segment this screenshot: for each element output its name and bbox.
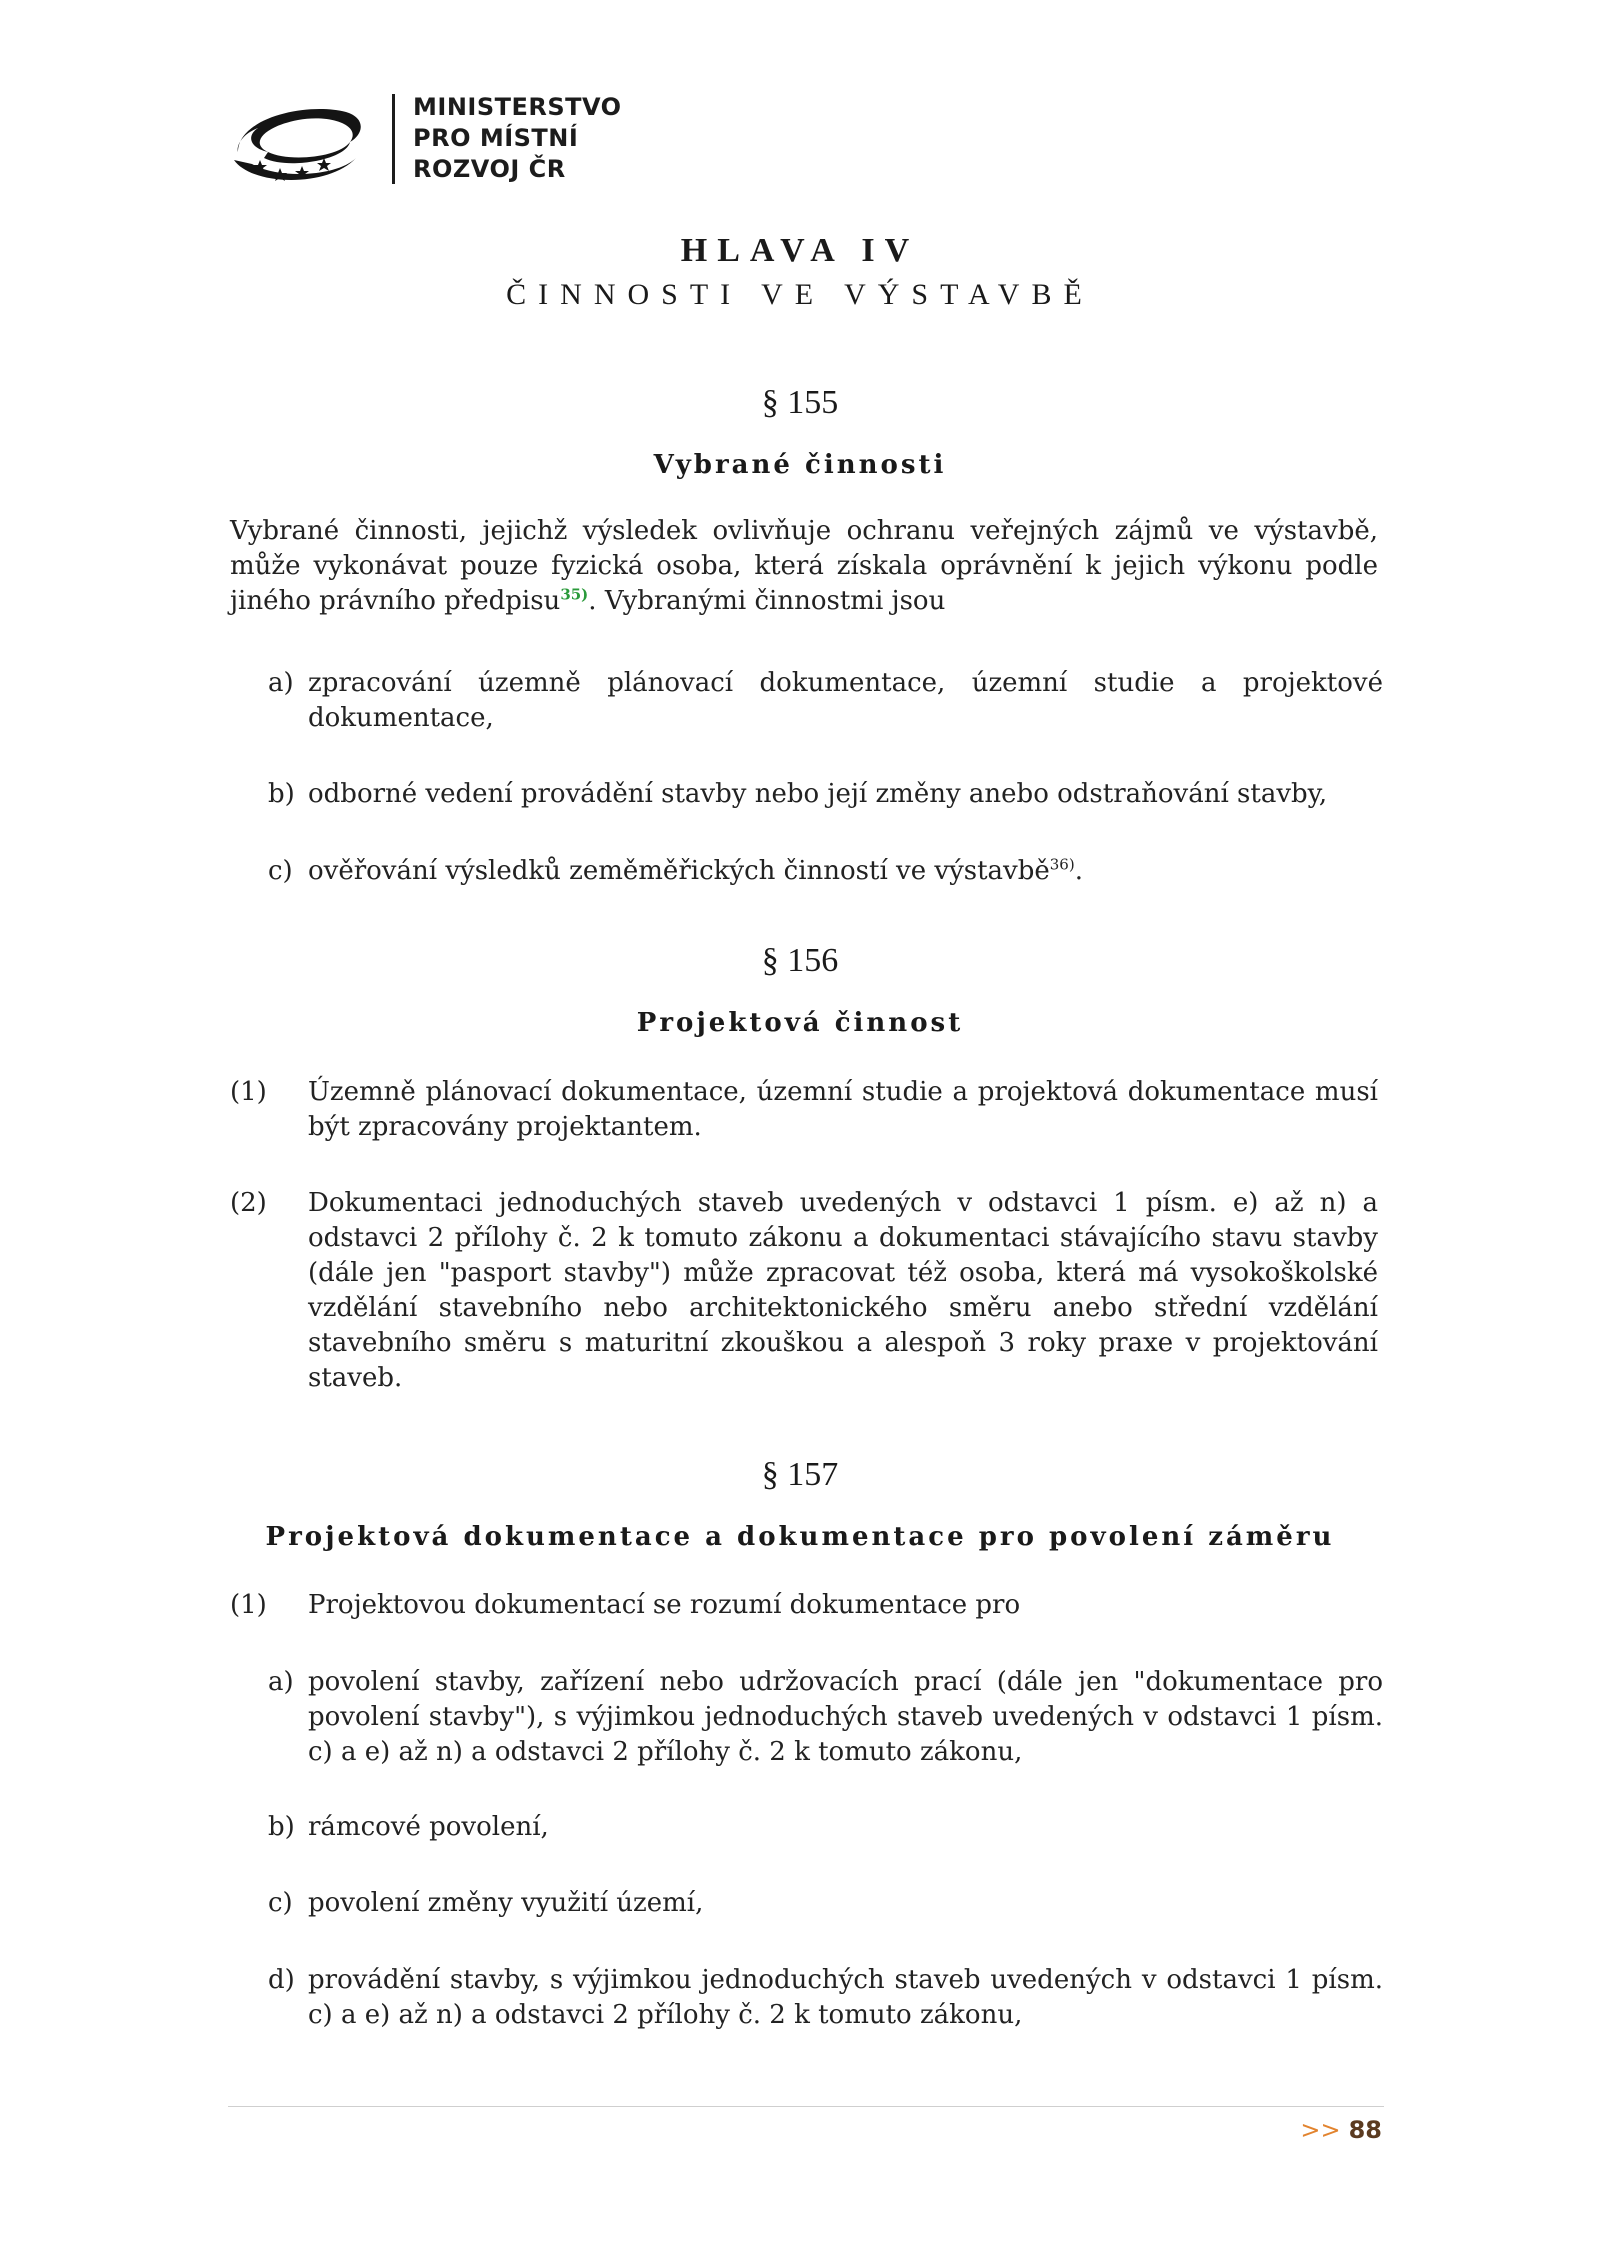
ministry-logo: [228, 92, 648, 188]
footer-divider: [228, 2106, 1384, 2107]
next-page-arrows[interactable]: >>: [1300, 2116, 1341, 2144]
ministry-name: [413, 92, 622, 185]
ministry-name-line-2: PRO MÍSTNÍ: [413, 124, 579, 152]
paragraph-text: Dokumentaci jednoduchých staveb uvedených v odstavci 1 písm. e) až n) a odstavci 2 přílohy č. 2 k tomuto zákonu a dokumentaci stávajícího stavu stavby (dále jen "pasport stavby") může zpracovat též osoba, která má vysokoškolské vzdělání stavebního nebo architektonického směru anebo střední vzdělání stavebního směru s maturitní zkouškou a alespoň 3 roky praxe v projektování staveb.: [308, 1188, 1378, 1393]
section-157-sign: § 157: [761, 1456, 839, 1493]
section-155-intro-text: Vybrané činnosti, jejichž výsledek ovlivňuje ochranu veřejných zájmů ve výstavbě, může vykonávat pouze fyzická osoba, která získala oprávnění k jejich výkonu podle jiného právního předpisu: [230, 516, 1378, 616]
paragraph-text: Územně plánovací dokumentace, územní studie a projektová dokumentace musí být zpracovány projektantem.: [308, 1077, 1378, 1142]
ministry-name-line-1: MINISTERSTVO: [413, 93, 622, 121]
section-155-sign: § 155: [761, 384, 839, 421]
item-mark: c): [268, 1888, 293, 1918]
item-text: provádění stavby, s výjimkou jednoduchých staveb uvedených v odstavci 1 písm. c) a e) až n) a odstavci 2 přílohy č. 2 k tomuto zákonu,: [308, 1965, 1383, 2030]
paragraph-text: Projektovou dokumentací se rozumí dokumentace pro: [308, 1590, 1021, 1620]
section-157-title: Projektová dokumentace a dokumentace pro povolení záměru: [265, 1522, 1335, 1552]
paragraph-mark: (1): [230, 1590, 267, 1620]
item-mark: b): [268, 779, 295, 809]
section-155-title: Vybrané činnosti: [653, 450, 947, 480]
section-156-title: Projektová činnost: [636, 1008, 964, 1038]
item-mark: c): [268, 856, 293, 886]
ministry-logo-icon: [228, 100, 366, 188]
footnote-ref-36[interactable]: 36): [1049, 855, 1075, 874]
item-text: zpracování územně plánovací dokumentace, územní studie a projektové dokumentace,: [308, 668, 1383, 733]
section-156-sign: § 156: [761, 942, 839, 979]
chapter-title: HLAVA IV: [680, 232, 920, 269]
item-mark: a): [268, 668, 294, 698]
item-mark: a): [268, 1667, 294, 1697]
item-text: povolení změny využití území,: [308, 1888, 704, 1918]
ministry-name-line-3: ROZVOJ ČR: [413, 155, 566, 183]
item-text: odborné vedení provádění stavby nebo její změny anebo odstraňování stavby,: [308, 779, 1328, 809]
page-number: [1300, 2116, 1382, 2144]
item-text-wrap: [308, 854, 1383, 889]
paragraph-mark: (1): [230, 1077, 267, 1107]
logo-divider: [392, 94, 395, 184]
paragraph-mark: (2): [230, 1188, 267, 1218]
item-mark: d): [268, 1965, 295, 1995]
item-text: ověřování výsledků zeměměřických činností ve výstavbě: [308, 856, 1050, 886]
item-mark: b): [268, 1812, 295, 1842]
item-text-tail: .: [1074, 856, 1083, 886]
item-text: rámcové povolení,: [308, 1812, 549, 1842]
chapter-subtitle: ČINNOSTI VE VÝSTAVBĚ: [506, 278, 1094, 311]
section-155-intro: [230, 514, 1378, 619]
item-text: povolení stavby, zařízení nebo udržovacích prací (dále jen "dokumentace pro povolení stavby"), s výjimkou jednoduchých staveb uvedených v odstavci 1 písm. c) a e) až n) a odstavci 2 přílohy č. 2 k tomuto zákonu,: [308, 1667, 1383, 1767]
section-155-intro-tail: . Vybranými činnostmi jsou: [588, 586, 946, 616]
page-number-value: 88: [1348, 2116, 1382, 2144]
footnote-ref-35[interactable]: 35): [560, 585, 589, 604]
